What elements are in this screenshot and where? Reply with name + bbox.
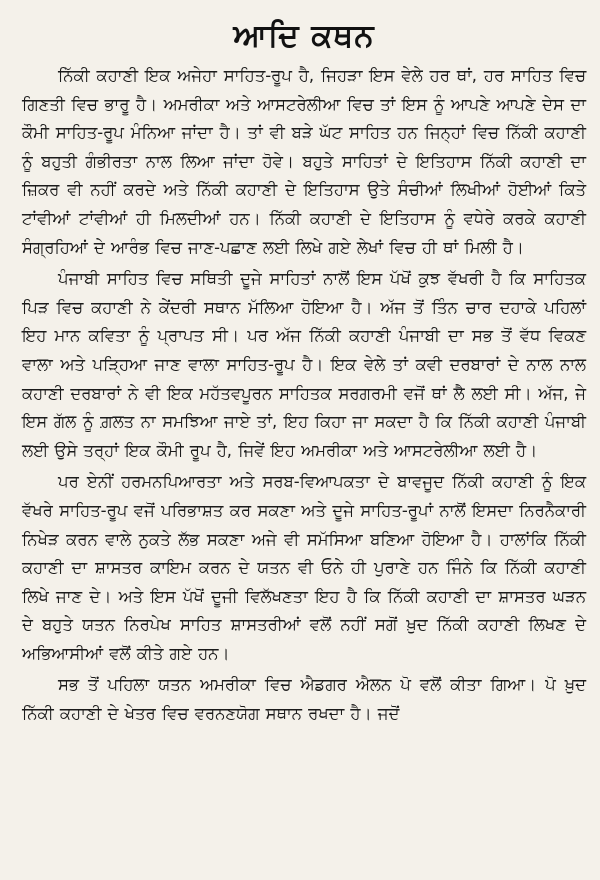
paragraph-4: ਸਭ ਤੋਂ ਪਹਿਲਾ ਯਤਨ ਅਮਰੀਕਾ ਵਿਚ ਐਡਗਰ ਐਲਨ ਪੋ ਵਲੋਂ ਕੀਤਾ ਗਿਆ। ਪੋ ਖ਼ੁਦ ਨਿੱਕੀ ਕਹਾਣੀ ਦੇ ਖੇਤਰ ਵਿਚ ਵਰਨਣਯੋਗ ਸਥਾਨ ਰਖਦਾ ਹੈ। ਜਦੋਂ	[22, 675, 586, 724]
paragraph-3: ਪਰ ਏਨੀਂ ਹਰਮਨਪਿਆਰਤਾ ਅਤੇ ਸਰਬ-ਵਿਆਪਕਤਾ ਦੇ ਬਾਵਜੂਦ ਨਿੱਕੀ ਕਹਾਣੀ ਨੂੰ ਇਕ ਵੱਖਰੇ ਸਾਹਿਤ-ਰੂਪ ਵਜੋਂ ਪਰਿਭਾਸ਼ਤ ਕਰ ਸਕਣਾ ਅਤੇ ਦੂਜੇ ਸਾਹਿਤ-ਰੂਪਾਂ ਨਾਲੋਂ ਇਸਦਾ ਨਿਰਨੈਕਾਰੀ ਨਿਖੇੜ ਕਰਨ ਵਾਲੇ ਨੁਕਤੇ ਲੱਭ ਸਕਣਾ ਅਜੇ ਵੀ ਸਮੱਸਿਆ ਬਣਿਆ ਹੋਇਆ ਹੈ। ਹਾਲਾਂਕਿ ਨਿੱਕੀ ਕਹਾਣੀ ਦਾ ਸ਼ਾਸਤਰ ਕਾਇਮ ਕਰਨ ਦੇ ਯਤਨ ਵੀ ਓਨੇ ਹੀ ਪੁਰਾਣੇ ਹਨ ਜਿੰਨੇ ਕਿ ਨਿੱਕੀ ਕਹਾਣੀ ਲਿਖੇ ਜਾਣ ਦੇ। ਅਤੇ ਇਸ ਪੱਖੋਂ ਦੂਜੀ ਵਿਲੱਖਣਤਾ ਇਹ ਹੈ ਕਿ ਨਿੱਕੀ ਕਹਾਣੀ ਦਾ ਸ਼ਾਸਤਰ ਘੜਨ ਦੇ ਬਹੁਤੇ ਯਤਨ ਨਿਰਪੇਖ ਸਾਹਿਤ ਸ਼ਾਸਤਰੀਆਂ ਵਲੋਂ ਨਹੀਂ ਸਗੋਂ ਖ਼ੁਦ ਨਿੱਕੀ ਕਹਾਣੀ ਲਿਖਣ ਦੇ ਅਭਿਆਸੀਆਂ ਵਲੋਂ ਕੀਤੇ ਗਏ ਹਨ।	[22, 472, 586, 663]
paragraph-2: ਪੰਜਾਬੀ ਸਾਹਿਤ ਵਿਚ ਸਥਿਤੀ ਦੂਜੇ ਸਾਹਿਤਾਂ ਨਾਲੋਂ ਇਸ ਪੱਖੋਂ ਕੁਝ ਵੱਖਰੀ ਹੈ ਕਿ ਸਾਹਿਤਕ ਪਿੜ ਵਿਚ ਕਹਾਣੀ ਨੇ ਕੇਂਦਰੀ ਸਥਾਨ ਮੱਲਿਆ ਹੋਇਆ ਹੈ। ਅੱਜ ਤੋਂ ਤਿੰਨ ਚਾਰ ਦਹਾਕੇ ਪਹਿਲਾਂ ਇਹ ਮਾਨ ਕਵਿਤਾ ਨੂੰ ਪ੍ਰਾਪਤ ਸੀ। ਪਰ ਅੱਜ ਨਿੱਕੀ ਕਹਾਣੀ ਪੰਜਾਬੀ ਦਾ ਸਭ ਤੋਂ ਵੱਧ ਵਿਕਣ ਵਾਲਾ ਅਤੇ ਪੜ੍ਹਿਆ ਜਾਣ ਵਾਲਾ ਸਾਹਿਤ-ਰੂਪ ਹੈ। ਇਕ ਵੇਲੇ ਤਾਂ ਕਵੀ ਦਰਬਾਰਾਂ ਦੇ ਨਾਲ ਨਾਲ ਕਹਾਣੀ ਦਰਬਾਰਾਂ ਨੇ ਵੀ ਇਕ ਮਹੱਤਵਪੂਰਨ ਸਾਹਿਤਕ ਸਰਗਰਮੀ ਵਜੋਂ ਥਾਂ ਲੈ ਲਈ ਸੀ। ਅੱਜ, ਜੇ ਇਸ ਗੱਲ ਨੂੰ ਗ਼ਲਤ ਨਾ ਸਮਝਿਆ ਜਾਏ ਤਾਂ, ਇਹ ਕਿਹਾ ਜਾ ਸਕਦਾ ਹੈ ਕਿ ਨਿੱਕੀ ਕਹਾਣੀ ਪੰਜਾਬੀ ਲਈ ਉਸੇ ਤਰ੍ਹਾਂ ਇਕ ਕੌਮੀ ਰੂਪ ਹੈ, ਜਿਵੇਂ ਇਹ ਅਮਰੀਕਾ ਅਤੇ ਆਸਟਰੇਲੀਆ ਲਈ ਹੈ।	[22, 269, 586, 460]
body-text	[22, 62, 586, 729]
paragraph-1: ਨਿੱਕੀ ਕਹਾਣੀ ਇਕ ਅਜੇਹਾ ਸਾਹਿਤ-ਰੂਪ ਹੈ, ਜਿਹੜਾ ਇਸ ਵੇਲੇ ਹਰ ਥਾਂ, ਹਰ ਸਾਹਿਤ ਵਿਚ ਗਿਣਤੀ ਵਿਚ ਭਾਰੂ ਹੈ। ਅਮਰੀਕਾ ਅਤੇ ਆਸਟਰੇਲੀਆ ਵਿਚ ਤਾਂ ਇਸ ਨੂੰ ਆਪਣੇ ਆਪਣੇ ਦੇਸ ਦਾ ਕੌਮੀ ਸਾਹਿਤ-ਰੂਪ ਮੰਨਿਆ ਜਾਂਦਾ ਹੈ। ਤਾਂ ਵੀ ਬੜੇ ਘੱਟ ਸਾਹਿਤ ਹਨ ਜਿਨ੍ਹਾਂ ਵਿਚ ਨਿੱਕੀ ਕਹਾਣੀ ਨੂੰ ਬਹੁਤੀ ਗੰਭੀਰਤਾ ਨਾਲ ਲਿਆ ਜਾਂਦਾ ਹੋਵੇ। ਬਹੁਤੇ ਸਾਹਿਤਾਂ ਦੇ ਇਤਿਹਾਸ ਨਿੱਕੀ ਕਹਾਣੀ ਦਾ ਜ਼ਿਕਰ ਵੀ ਨਹੀਂ ਕਰਦੇ ਅਤੇ ਨਿੱਕੀ ਕਹਾਣੀ ਦੇ ਇਤਿਹਾਸ ਉਤੇ ਸੰਚੀਆਂ ਲਿਖੀਆਂ ਹੋਈਆਂ ਕਿਤੇ ਟਾਂਵੀਆਂ ਟਾਂਵੀਆਂ ਹੀ ਮਿਲਦੀਆਂ ਹਨ। ਨਿੱਕੀ ਕਹਾਣੀ ਦੇ ਇਤਿਹਾਸ ਨੂੰ ਵਧੇਰੇ ਕਰਕੇ ਕਹਾਣੀ ਸੰਗ੍ਰਹਿਆਂ ਦੇ ਆਰੰਭ ਵਿਚ ਜਾਣ-ਪਛਾਣ ਲਈ ਲਿਖੇ ਗਏ ਲੇਖਾਂ ਵਿਚ ਹੀ ਥਾਂ ਮਿਲੀ ਹੈ।	[22, 66, 586, 257]
page-title: ਆਦਿ ਕਥਨ	[233, 18, 375, 54]
